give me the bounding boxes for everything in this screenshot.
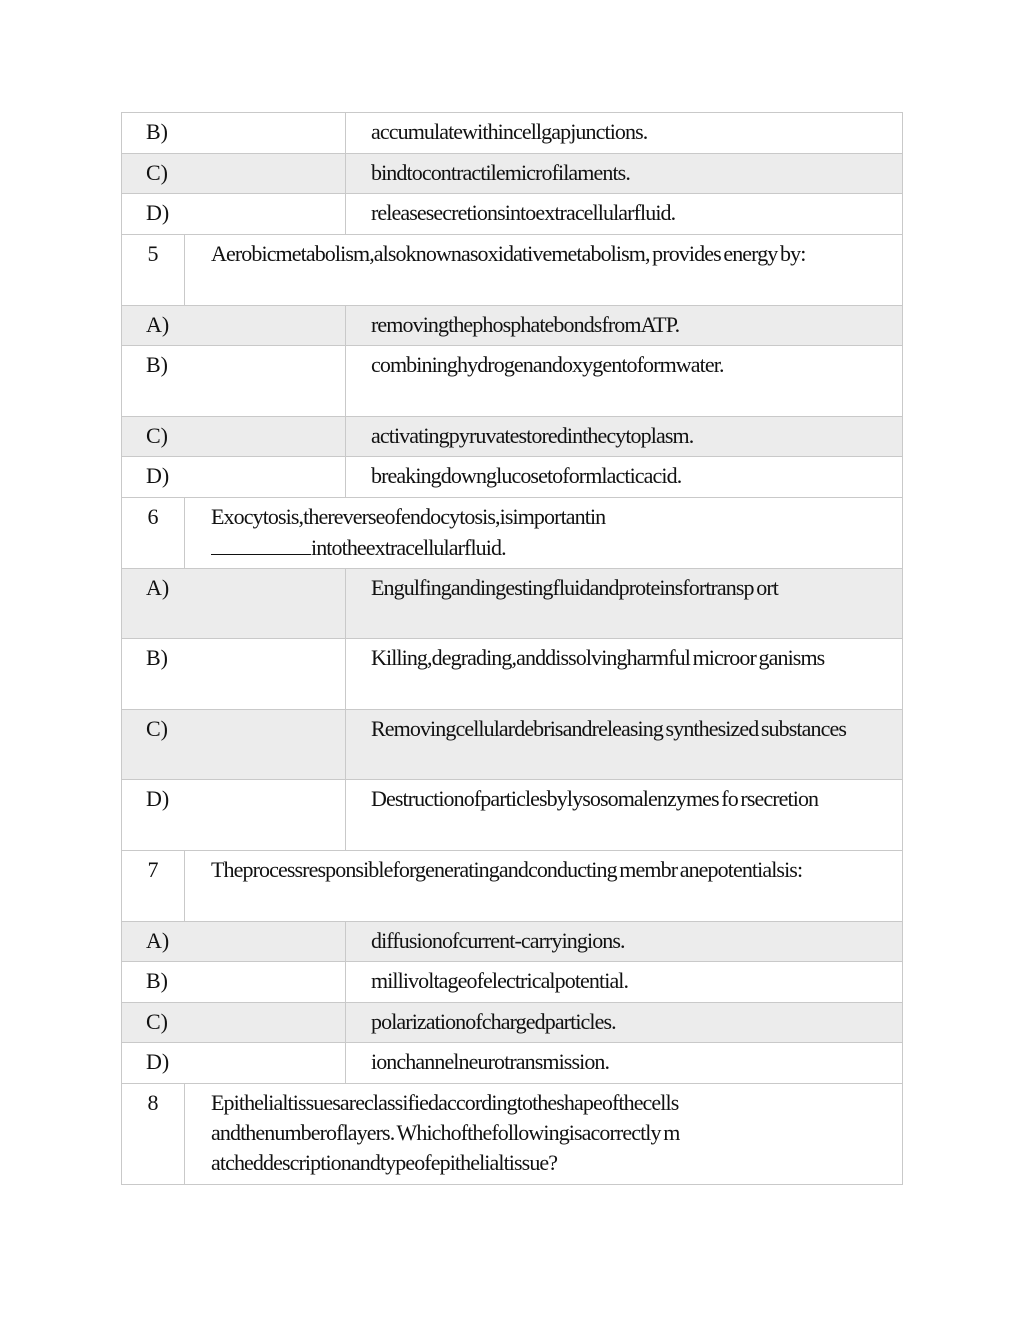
option-letter: A) [146,928,170,953]
answer-option-row [122,639,902,710]
answer-option-row [122,154,902,194]
question-table [121,112,903,1185]
answer-option-row [122,780,902,851]
option-text: accumulatewithincellgapjunctions. [371,119,648,144]
question-row [122,498,902,569]
option-letter: C) [146,423,168,448]
column-divider [345,1003,346,1042]
question-text [211,502,852,563]
answer-option-row [122,1003,902,1043]
column-divider [345,417,346,456]
answer-option-row [122,569,902,639]
column-divider [345,710,346,779]
question-number: 6 [147,504,159,529]
column-divider [345,639,346,709]
fill-in-blank [211,532,311,555]
answer-option-row [122,457,902,498]
answer-option-row [122,306,902,346]
question-row [122,851,902,922]
option-text: Engulfingandingestingfluidandproteinsfortransp ort [371,575,778,600]
question-number: 7 [147,857,159,882]
column-divider [345,457,346,497]
option-letter: B) [146,119,168,144]
answer-option-row [122,962,902,1003]
column-divider [345,306,346,345]
option-text: Killing,degrading,anddissolvingharmful microor ganisms [371,645,825,670]
option-text: activatingpyruvatestoredinthecytoplasm. [371,423,694,448]
answer-option-row [122,346,902,417]
question-text-before-blank: Exocytosis,thereverseofendocytosis,isimportantin [211,504,606,529]
option-text: combininghydrogenandoxygentoformwater. [371,352,724,377]
option-letter: B) [146,352,168,377]
option-text: bindtocontractilemicrofilaments. [371,160,630,185]
question-text: Aerobicmetabolism,alsoknownasoxidativemetabolism, provides energy by: [211,241,806,266]
option-letter: A) [146,312,170,337]
option-text: millivoltageofelectricalpotential. [371,968,629,993]
column-divider [184,235,185,305]
option-text: diffusionofcurrent-carryingions. [371,928,625,953]
option-letter: B) [146,645,168,670]
option-letter: C) [146,716,168,741]
column-divider [345,113,346,153]
option-text: Destructionofparticlesbylysosomalenzymes fo rsecretion [371,786,819,811]
answer-option-row [122,417,902,457]
column-divider [345,569,346,638]
column-divider [184,851,185,921]
option-text: polarizationofchargedparticles. [371,1009,616,1034]
question-number: 8 [147,1090,159,1115]
question-text: Theprocessresponsibleforgeneratingandconducting membr anepotentialsis: [211,857,803,882]
question-text: Epithelialtissuesareclassifiedaccordingtotheshapeofthecells andthenumberoflayers. Whichofthefollowingisacorrectly m atcheddescriptionandtypeofepithelialtissue? [211,1090,680,1175]
column-divider [345,154,346,193]
question-number: 5 [147,241,159,266]
answer-option-row [122,922,902,962]
column-divider [345,1043,346,1083]
question-text-after-blank: intotheextracellularfluid. [311,535,506,560]
option-letter: D) [146,786,170,811]
option-text: Removingcellulardebrisandreleasing synthesized substances [371,716,846,741]
column-divider [345,780,346,850]
answer-option-row [122,1043,902,1084]
option-text: ionchannelneurotransmission. [371,1049,610,1074]
option-text: releasesecretionsintoextracellularfluid. [371,200,676,225]
option-letter: D) [146,200,170,225]
option-text: removingthephosphatebondsfromATP. [371,312,680,337]
answer-option-row [122,710,902,780]
question-row [122,235,902,306]
answer-option-row [122,194,902,235]
option-letter: B) [146,968,168,993]
column-divider [345,194,346,234]
option-letter: D) [146,1049,170,1074]
column-divider [345,922,346,961]
column-divider [345,346,346,416]
option-letter: A) [146,575,170,600]
option-text: breakingdownglucosetoformlacticacid. [371,463,682,488]
question-row [122,1084,902,1185]
option-letter: C) [146,1009,168,1034]
answer-option-row [122,113,902,154]
column-divider [184,1084,185,1184]
column-divider [345,962,346,1002]
option-letter: D) [146,463,170,488]
option-letter: C) [146,160,168,185]
column-divider [184,498,185,568]
